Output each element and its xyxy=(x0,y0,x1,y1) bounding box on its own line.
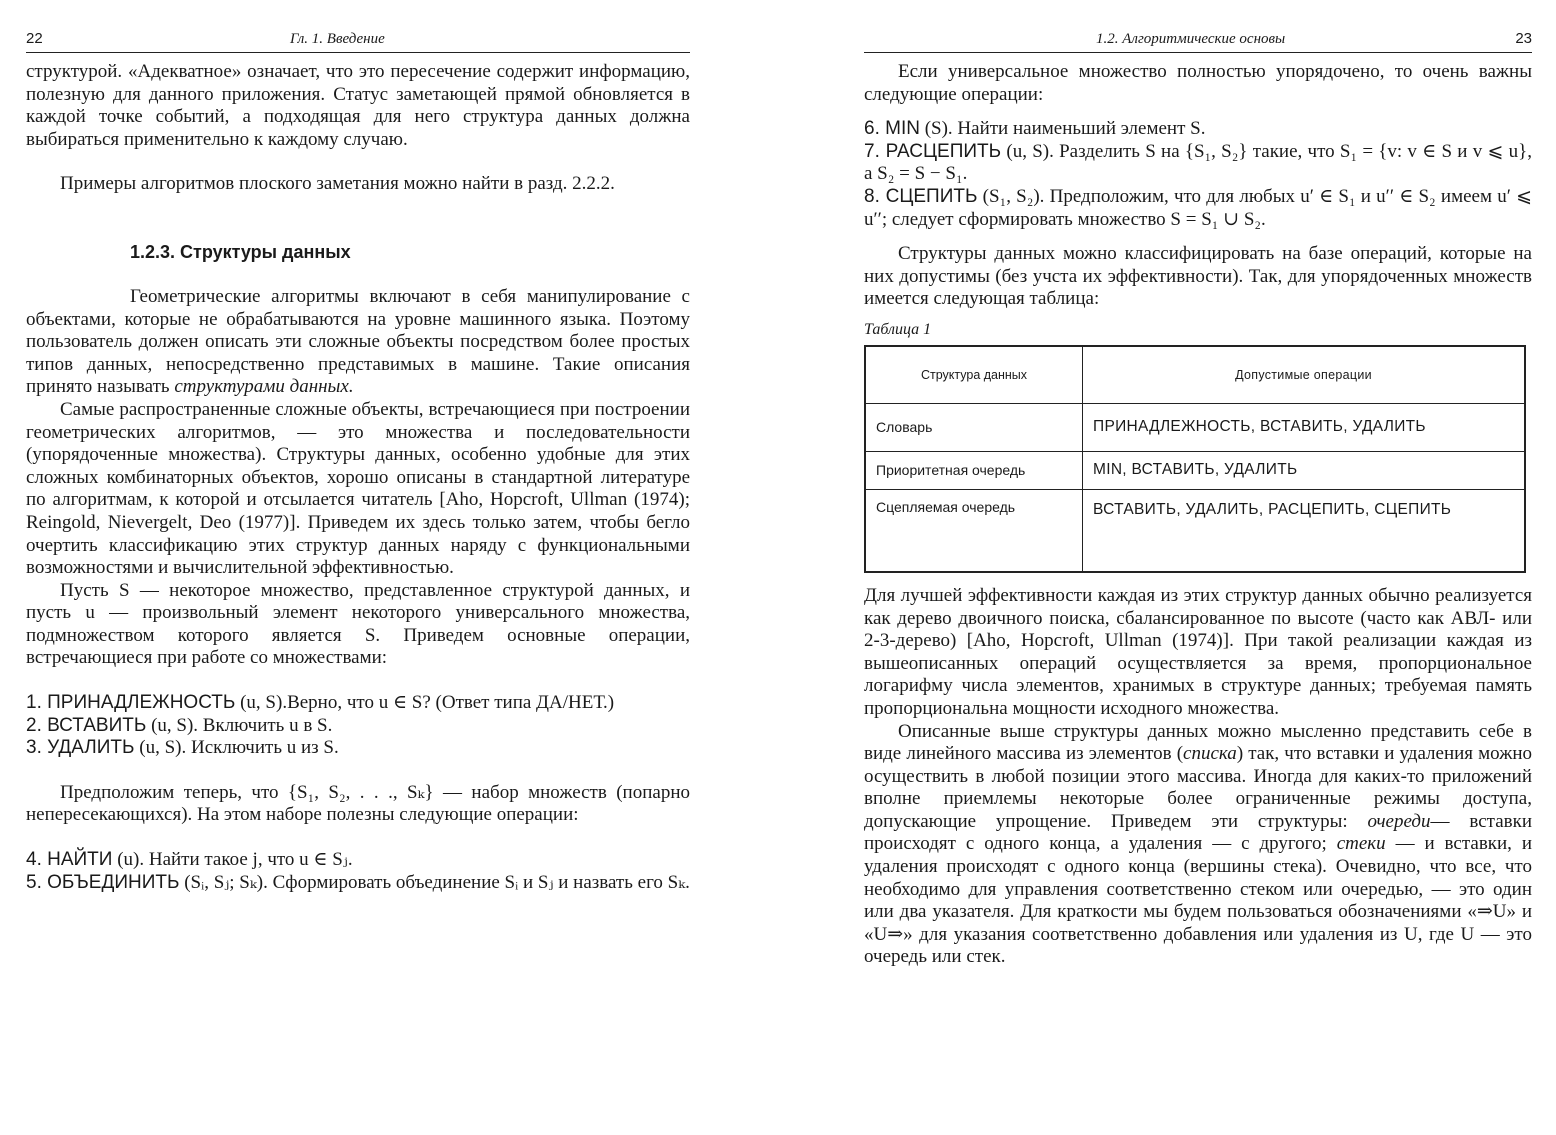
operation-name: 3. УДАЛИТЬ xyxy=(26,737,135,759)
running-title: 1.2. Алгоритмические основы xyxy=(1096,31,1286,47)
table-header-row xyxy=(865,346,1525,404)
operation-name: 1. ПРИНАДЛЕЖНОСТЬ xyxy=(26,692,236,714)
paragraph-geometric xyxy=(26,286,690,399)
operation-text: (u, S). Разделить S на {S₁, S₂} такие, что S₁ = {v: v ∈ S и v ⩽ u}, а S₂ = S − S₁. xyxy=(864,140,1532,185)
paragraph-common-objects: Самые распространенные сложные объекты, встречающиеся при построении геометрических алгоритмов, — это множества и последовательности (упорядоченные множества). Структуры данных, особенно удобные для этих сложных комбинаторных объектов, хорошо описаны в стандартной литературе по алгоритмам, к которой и отсылается читатель [Aho, Hopcroft, Ullman (1974); Reingold, Nievergelt, Deo (1977)]. Приведем их здесь только затем, чтобы бегло очертить классификацию этих структур данных наряду с функциональными возможностями и вычислительной эффективностью. xyxy=(26,398,690,579)
right-page xyxy=(778,0,1556,1135)
operation-2 xyxy=(26,715,690,738)
operation-text: (S). Найти наименьший элемент S. xyxy=(924,118,1206,140)
operation-8 xyxy=(864,186,1532,231)
running-head-right xyxy=(864,26,1532,53)
term-list: списка xyxy=(1183,743,1237,765)
paragraph-suppose: Предположим теперь, что {S₁, S₂, . . ., Sₖ} — набор множеств (попарно непересекающихся). На этом наборе полезны следующие операции: xyxy=(26,781,690,826)
table-cell-structure: Приоритетная очередь xyxy=(865,451,1083,489)
operation-1 xyxy=(26,692,690,715)
running-title: Гл. 1. Введение xyxy=(290,31,385,47)
paragraph-linear-array xyxy=(864,721,1532,970)
table-cell-structure: Словарь xyxy=(865,403,1083,451)
running-head-left xyxy=(26,26,690,53)
operation-5 xyxy=(26,872,690,895)
text-fragment: — и вставки, и удаления происходят с одного конца (вершины стека). Очевидно, что все, что необходимо для управления соответственно стеком или очередью, — это один или два указателя. Для краткости мы будем пользоваться обозначениями «⇒U» и «U⇒» для указания соответственно добавления или удаления из U, где U — это очередь или стек. xyxy=(864,833,1533,968)
operation-7 xyxy=(864,141,1532,186)
operation-name: 5. ОБЪЕДИНИТЬ xyxy=(26,871,180,893)
operations-table xyxy=(864,345,1526,573)
term-stacks: стеки xyxy=(1336,833,1386,855)
table-cell-operations: MIN, ВСТАВИТЬ, УДАЛИТЬ xyxy=(1083,451,1526,489)
table-row xyxy=(865,489,1525,572)
operation-name: 4. НАЙТИ xyxy=(26,849,113,871)
table-cell-operations: ВСТАВИТЬ, УДАЛИТЬ, РАСЦЕПИТЬ, СЦЕПИТЬ xyxy=(1083,489,1526,572)
table-caption: Таблица 1 xyxy=(864,320,932,338)
table-cell-structure: Сцепляемая очередь xyxy=(865,489,1083,572)
text-fragment: ) так, что вставки и удаления можно осуществить в любой позиции этого массива. Иногда для каких-то приложений вполне приемлемы некоторые более ограниченные режимы доступа, допускающие упрощение. Приведем эти структуры: xyxy=(864,743,1532,832)
paragraph-geometric-text: Геометрические алгоритмы включают в себя манипулирование с объектами, которые не обрабатываются на уровне машинного языка. Поэтому пользователь должен описать эти сложные объекты посредством более простых типов данных, непосредственно представимых в машине. Такие описания принято называть xyxy=(26,285,690,398)
table-cell-operations: ПРИНАДЛЕЖНОСТЬ, ВСТАВИТЬ, УДАЛИТЬ xyxy=(1083,403,1526,451)
operation-name: 7. РАСЦЕПИТЬ xyxy=(864,140,1002,162)
operation-text: (S₁, S₂). Предположим, что для любых u′ ∈ S₁ и u′′ ∈ S₂ имеем u′ ⩽ u′′; следует сформировать множество S = S₁ ∪ S₂. xyxy=(864,185,1533,230)
text-fragment: — вставки происходят с одного конца, а удаления — с другого; xyxy=(864,810,1532,855)
operation-name: 2. ВСТАВИТЬ xyxy=(26,714,147,736)
paragraph-efficiency: Для лучшей эффективности каждая из этих структур данных обычно реализуется как дерево двоичного поиска, сбалансированное по высоте (часто как АВЛ- или 2-3-дерево) [Aho, Hopcroft, Ullman (1974)]. При такой реализации каждая из вышеописанных операций осуществляется за время, пропорциональное логарифму числа элементов, хранимых в структуре данных; требуемая память пропорциональна мощности исходного множества. xyxy=(864,584,1532,719)
page-number: 23 xyxy=(1515,30,1532,47)
operation-text: (u). Найти такое j, что u ∈ Sⱼ. xyxy=(117,849,353,871)
term-queues: очереди xyxy=(1367,810,1431,832)
operation-text: (Sᵢ, Sⱼ; Sₖ). Сформировать объединение Sᵢ и Sⱼ и назвать его Sₖ. xyxy=(184,871,690,893)
section-heading: 1.2.3. Структуры данных xyxy=(130,241,351,262)
operation-text: (u, S). Исключить u из S. xyxy=(139,737,339,759)
operation-4 xyxy=(26,849,690,872)
table-row xyxy=(865,451,1525,489)
table-header-cell: Допустимые операции xyxy=(1235,367,1372,382)
operation-name: 6. MIN xyxy=(864,118,920,140)
paragraph-let-s: Пусть S — некоторое множество, представленное структурой данных, и пусть u — произвольный элемент некоторого универсального множества, подмножеством которого является S. Приведем основные операции, встречающиеся при работе со множествами: xyxy=(26,579,690,669)
table-header-cell: Структура данных xyxy=(865,346,1083,404)
paragraph-examples: Примеры алгоритмов плоского заметания можно найти в разд. 2.2.2. xyxy=(60,173,615,195)
paragraph-universal: Если универсальное множество полностью упорядочено, то очень важны следующие операции: xyxy=(864,61,1532,105)
page-number: 22 xyxy=(26,30,43,47)
term-data-structures: структурами данных. xyxy=(174,376,354,398)
operation-6 xyxy=(864,118,1532,141)
table-row xyxy=(865,403,1525,451)
paragraph-classify: Структуры данных можно классифицировать на базе операций, которые на них допустимы (без учста их эффективности). Так, для упорядоченных множеств имеется следующая таблица: xyxy=(864,243,1532,310)
paragraph-continued: структурой. «Адекватное» означает, что это пересечение содержит информацию, полезную для данного приложения. Статус заметающей прямой обновляется в каждой точке событий, а подходящая для него структура данных должна выбираться применительно к каждому случаю. xyxy=(26,61,690,150)
operation-name: 8. СЦЕПИТЬ xyxy=(864,185,978,207)
text-fragment: Описанные выше структуры данных можно мысленно представить себе в виде линейного массива из элементов ( xyxy=(864,720,1532,765)
operation-text: (u, S). Включить u в S. xyxy=(151,714,333,736)
operation-3 xyxy=(26,737,690,760)
operation-text: (u, S).Верно, что u ∈ S? (Ответ типа ДА/НЕТ.) xyxy=(240,692,615,714)
